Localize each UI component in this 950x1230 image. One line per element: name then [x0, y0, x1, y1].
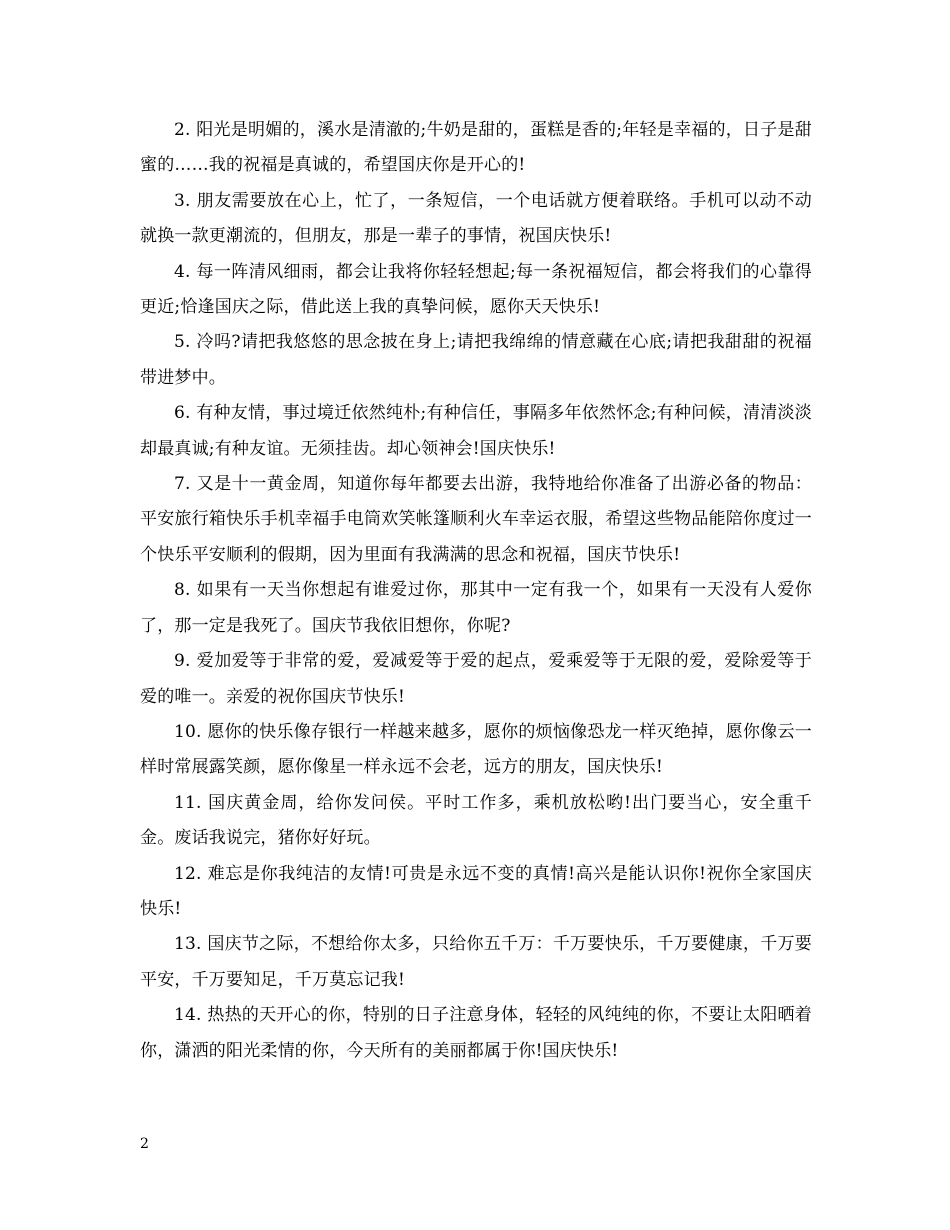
paragraph-8: 8. 如果有一天当你想起有谁爱过你，那其中一定有我一个，如果有一天没有人爱你了，那一定是我死了。国庆节我依旧想你，你呢? [140, 580, 812, 636]
paragraph-3: 3. 朋友需要放在心上，忙了，一条短信，一个电话就方便着联络。手机可以动不动就换一款更潮流的，但朋友，那是一辈子的事情，祝国庆快乐! [140, 190, 812, 247]
paragraph-10: 10. 愿你的快乐像存银行一样越来越多，愿你的烦恼像恐龙一样灭绝掉，愿你像云一样时常展露笑颜，愿你像星一样永远不会老，远方的朋友，国庆快乐! [140, 721, 812, 778]
paragraph-12: 12. 难忘是你我纯洁的友情!可贵是永远不变的真情!高兴是能认识你!祝你全家国庆快乐! [140, 863, 812, 919]
paragraph-5: 5. 冷吗?请把我悠悠的思念披在身上;请把我绵绵的情意藏在心底;请把我甜甜的祝福带进梦中。 [140, 332, 812, 388]
paragraph-13: 13. 国庆节之际，不想给你太多，只给你五千万：千万要快乐，千万要健康，千万要平安，千万要知足，千万莫忘记我! [140, 934, 812, 990]
paragraph-7: 7. 又是十一黄金周，知道你每年都要去出游，我特地给你准备了出游必备的物品：平安旅行箱快乐手机幸福手电筒欢笑帐篷顺利火车幸运衣服，希望这些物品能陪你度过一个快乐平安顺利的假期，因为里面有我满满的思念和祝福，国庆节快乐! [140, 474, 812, 565]
paragraph-11: 11. 国庆黄金周，给你发问侯。平时工作多，乘机放松哟!出门要当心，安全重千金。废话我说完，猪你好好玩。 [140, 792, 812, 849]
paragraph-4: 4. 每一阵清风细雨，都会让我将你轻轻想起;每一条祝福短信，都会将我们的心靠得更近;恰逢国庆之际，借此送上我的真挚问候，愿你天天快乐! [140, 261, 812, 318]
paragraph-14: 14. 热热的天开心的你，特别的日子注意身体，轻轻的风纯纯的你，不要让太阳晒着你，潇洒的阳光柔情的你，今天所有的美丽都属于你!国庆快乐! [140, 1005, 812, 1061]
paragraph-6: 6. 有种友情，事过境迁依然纯朴;有种信任，事隔多年依然怀念;有种问候，清清淡淡却最真诚;有种友谊。无须挂齿。却心领神会!国庆快乐! [140, 403, 812, 459]
document-body [140, 113, 812, 1069]
paragraph-2: 2. 阳光是明媚的，溪水是清澈的;牛奶是甜的，蛋糕是香的;年轻是幸福的，日子是甜蜜的……我的祝福是真诚的，希望国庆你是开心的! [140, 120, 812, 176]
paragraph-9: 9. 爱加爱等于非常的爱，爱减爱等于爱的起点，爱乘爱等于无限的爱，爱除爱等于爱的唯一。亲爱的祝你国庆节快乐! [140, 651, 812, 707]
page-number: 2 [140, 1136, 149, 1152]
